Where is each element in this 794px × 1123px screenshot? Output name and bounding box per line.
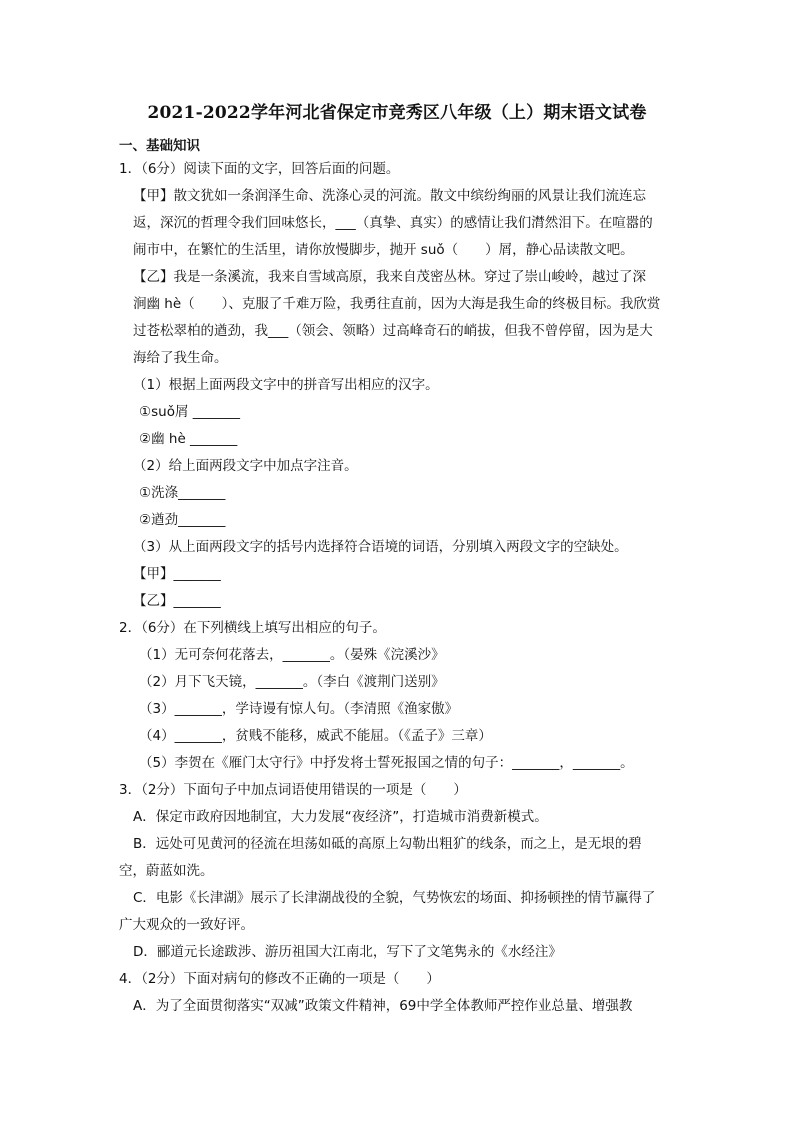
passage-yi-line-1: 【乙】我是一条溪流，我来自雪域高原，我来自茂密丛林。穿过了崇山峻岭，越过了深 (133, 269, 646, 285)
question-3-option-a: A．保定市政府因地制宜，大力发展“夜经济”，打造城市消费新模式。 (133, 809, 548, 825)
question-2-item-2: （2）月下飞天镜，_______。（李白《渡荆门送别》 (139, 674, 445, 690)
blank-suo-xie: ①suǒ屑 _______ (139, 404, 240, 420)
section-heading-basic-knowledge: 一、基础知识 (119, 138, 200, 154)
question-3-stem: 3．（2分）下面句子中加点词语使用错误的一项是（ ） (119, 782, 467, 798)
sub-question-3: （3）从上面两段文字的括号内选择符合语境的词语，分别填入两段文字的空缺处。 (133, 539, 628, 555)
passage-jia-line-3: 闹市中，在繁忙的生活里，请你放慢脚步，抛开 suǒ（ ）屑，静心品读散文吧。 (133, 242, 634, 258)
question-2-item-4: （4）_______，贫贱不能移，威武不能屈。（《孟子》三章） (139, 728, 492, 744)
question-4-stem: 4．（2分）下面对病句的修改不正确的一项是（ ） (119, 971, 440, 987)
question-4-option-a-line-1: A．为了全面贯彻落实“双减”政策文件精神，69中学全体教师严控作业总量、增强教 (133, 998, 633, 1014)
question-3-option-d: D．郦道元长途跋涉、游历祖国大江南北，写下了文笔隽永的《水经注》 (133, 944, 562, 960)
question-1-stem: 1．（6分）阅读下面的文字，回答后面的问题。 (119, 161, 400, 177)
passage-yi-line-3: 过苍松翠柏的遒劲，我___（领会、领略）过高峰奇石的峭拔，但我不曾停留，因为是大 (133, 323, 653, 339)
sub-question-1: （1）根据上面两段文字中的拼音写出相应的汉字。 (133, 377, 439, 393)
passage-jia-line-2: 返，深沉的哲理令我们回味悠长，___（真挚、真实）的感情让我们潸然泪下。在喧嚣的 (133, 215, 653, 231)
blank-qiu-jin: ②遒劲_______ (139, 512, 226, 528)
sub-question-2: （2）给上面两段文字中加点字注音。 (133, 458, 358, 474)
question-3-option-b-line-2: 空，蔚蓝如洗。 (119, 863, 214, 879)
exam-title: 2021-2022学年河北省保定市竞秀区八年级（上）期末语文试卷 (147, 103, 647, 123)
question-2-stem: 2．（6分）在下列横线上填写出相应的句子。 (119, 620, 386, 636)
blank-xi-di: ①洗涤_______ (139, 485, 226, 501)
question-3-option-c-line-2: 广大观众的一致好评。 (119, 917, 254, 933)
passage-yi-line-2: 涧幽 hè（ ）、克服了千难万险，我勇往直前，因为大海是我生命的终极目标。我欣赏 (133, 296, 661, 312)
question-2-item-1: （1）无可奈何花落去，_______。（晏殊《浣溪沙》 (139, 647, 445, 663)
question-3-option-b-line-1: B．远处可见黄河的径流在坦荡如砥的高原上勾勒出粗犷的线条，而之上，是无垠的碧 (133, 836, 642, 852)
blank-jia: 【甲】_______ (133, 566, 221, 582)
question-3-option-c-line-1: C．电影《长津湖》展示了长津湖战役的全貌，气势恢宏的场面、抑扬顿挫的情节赢得了 (133, 890, 656, 906)
blank-you-he: ②幽 hè _______ (139, 431, 238, 447)
question-2-item-3: （3）_______，学诗谩有惊人句。（李清照《渔家傲》 (139, 701, 459, 717)
blank-yi: 【乙】_______ (133, 593, 221, 609)
passage-yi-line-4: 海给了我生命。 (133, 350, 228, 366)
passage-jia-line-1: 【甲】散文犹如一条润泽生命、洗涤心灵的河流。散文中缤纷绚丽的风景让我们流连忘 (133, 188, 646, 204)
question-2-item-5: （5）李贺在《雁门太守行》中抒发将士誓死报国之情的句子：_______，_______。 (139, 755, 634, 771)
